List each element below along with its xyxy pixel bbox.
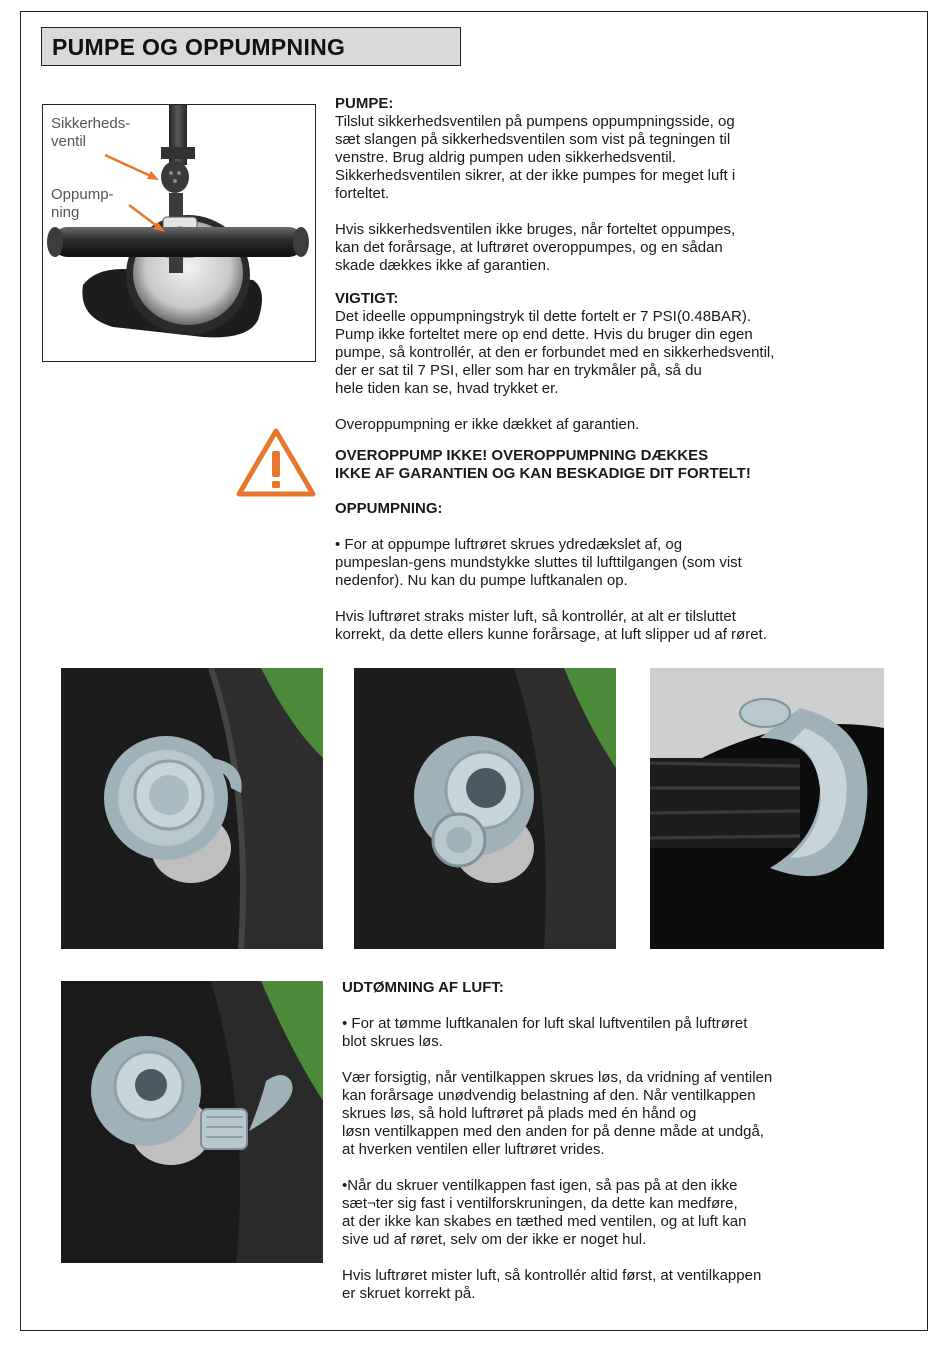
label-inflate-line2: ning bbox=[51, 204, 80, 221]
vigtigt-line: hele tiden kan se, hvad trykket er. bbox=[335, 380, 559, 397]
warning-triangle-icon bbox=[236, 427, 316, 497]
udtomning-line: kan forårsage unødvendig belastning af den. Når ventilkappen bbox=[342, 1087, 756, 1104]
title-box bbox=[41, 27, 461, 66]
oppumpning-line: • For at oppumpe luftrøret skrues ydredækslet af, og bbox=[335, 536, 683, 553]
warning-line: OVEROPPUMP IKKE! OVEROPPUMPNING DÆKKES bbox=[335, 447, 709, 464]
vigtigt-note: Overoppumpning er ikke dækket af garantien. bbox=[335, 416, 640, 433]
udtomning-line: sæt¬ter sig fast i ventilforskruningen, da dette kan medføre, bbox=[342, 1195, 738, 1212]
udtomning-line: blot skrues løs. bbox=[342, 1033, 443, 1050]
photo-valve-open bbox=[354, 668, 616, 949]
udtomning-line: Vær forsigtig, når ventilkappen skrues løs, da vridning af ventilen bbox=[342, 1069, 773, 1086]
udtomning-line: skrues løs, så hold luftrøret på plads med én hånd og bbox=[342, 1105, 697, 1122]
udtomning-line: er skruet korrekt på. bbox=[342, 1285, 476, 1302]
oppumpning-line: korrekt, da dette ellers kunne forårsage, at luft slipper ud af røret. bbox=[335, 626, 767, 643]
pumpe-line: skade dækkes ikke af garantien. bbox=[335, 257, 551, 274]
section-udtomning bbox=[342, 979, 772, 1303]
pump-illustration bbox=[43, 105, 316, 362]
udtomning-line: at hverken ventilen eller luftrøret vrides. bbox=[342, 1141, 605, 1158]
pumpe-line: Sikkerhedsventilen sikrer, at der ikke pumpes for meget luft i bbox=[335, 167, 736, 184]
pumpe-line: forteltet. bbox=[335, 185, 390, 202]
label-valve-line1: Sikkerheds- bbox=[51, 115, 131, 132]
pump-image bbox=[42, 104, 316, 362]
section-pumpe bbox=[335, 95, 735, 275]
section-vigtigt bbox=[335, 290, 774, 434]
vigtigt-line: pumpe, så kontrollér, at den er forbundet med en sikkerhedsventil, bbox=[335, 344, 775, 361]
photo-valve-closed bbox=[61, 668, 323, 949]
pumpe-line: Hvis sikkerhedsventilen ikke bruges, når forteltet oppumpes, bbox=[335, 221, 736, 238]
section-oppumpning bbox=[335, 500, 767, 644]
udtomning-line: sive ud af røret, selv om der ikke er noget hul. bbox=[342, 1231, 647, 1248]
pumpe-line: Tilslut sikkerhedsventilen på pumpens oppumpningsside, og bbox=[335, 113, 735, 130]
pumpe-line: kan det forårsage, at luftrøret overoppumpes, og en sådan bbox=[335, 239, 723, 256]
label-inflate-line1: Oppump- bbox=[51, 186, 114, 203]
vigtigt-line: Det ideelle oppumpningstryk til dette fortelt er 7 PSI(0.48BAR). bbox=[335, 308, 752, 325]
photo-deflate bbox=[61, 981, 323, 1263]
pumpe-line: sæt slangen på sikkerhedsventilen som vist på tegningen til bbox=[335, 131, 731, 148]
udtomning-line: • For at tømme luftkanalen for luft skal luftventilen på luftrøret bbox=[342, 1015, 748, 1032]
arrow-valve bbox=[105, 155, 155, 178]
oppumpning-line: nedenfor). Nu kan du pumpe luftkanalen op. bbox=[335, 572, 628, 589]
udtomning-line: løsn ventilkappen med den anden for på denne måde at undgå, bbox=[342, 1123, 764, 1140]
warning-line: IKKE AF GARANTIEN OG KAN BESKADIGE DIT FORTELT! bbox=[335, 465, 751, 482]
vigtigt-line: der er sat til 7 PSI, eller som har en trykmåler på, så du bbox=[335, 362, 702, 379]
page-title: PUMPE OG OPPUMPNING bbox=[52, 34, 346, 60]
label-valve-line2: ventil bbox=[51, 133, 87, 150]
photo-hose-connected bbox=[650, 668, 884, 949]
udtomning-line: at der ikke kan skabes en tæthed med ventilen, og at luft kan bbox=[342, 1213, 747, 1230]
oppumpning-line: pumpeslan-gens mundstykke sluttes til lufttilgangen (som vist bbox=[335, 554, 742, 571]
vigtigt-line: Pump ikke forteltet mere op end dette. Hvis du bruger din egen bbox=[335, 326, 753, 343]
udtomning-heading: UDTØMNING AF LUFT: bbox=[342, 979, 504, 996]
udtomning-line: Hvis luftrøret mister luft, så kontrollér altid først, at ventilkappen bbox=[342, 1267, 762, 1284]
vigtigt-heading: VIGTIGT: bbox=[335, 290, 399, 307]
oppumpning-heading: OPPUMPNING: bbox=[335, 500, 443, 517]
oppumpning-line: Hvis luftrøret straks mister luft, så kontrollér, at alt er tilsluttet bbox=[335, 608, 736, 625]
udtomning-line: •Når du skruer ventilkappen fast igen, så pas på at den ikke bbox=[342, 1177, 738, 1194]
pumpe-line: venstre. Brug aldrig pumpen uden sikkerhedsventil. bbox=[335, 149, 677, 166]
pumpe-heading: PUMPE: bbox=[335, 95, 394, 112]
warning-text bbox=[335, 447, 751, 483]
